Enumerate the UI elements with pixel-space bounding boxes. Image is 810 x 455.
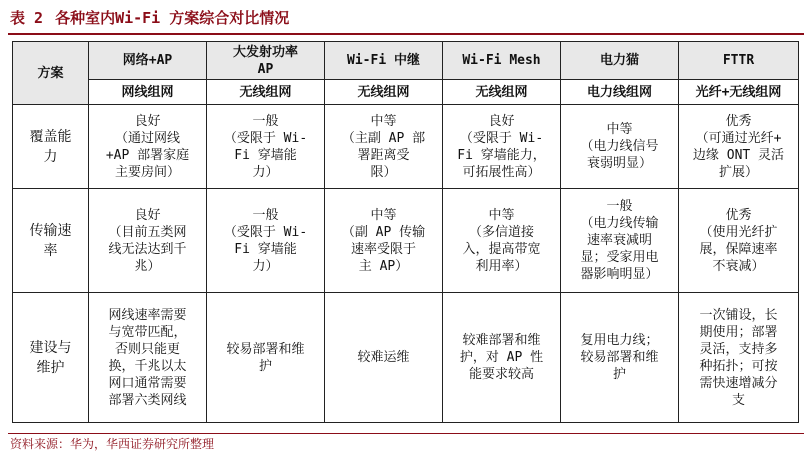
caption-number: 表 2 <box>10 9 44 27</box>
col-header-wifi-mesh: Wi-Fi Mesh <box>443 42 561 80</box>
table-row-coverage <box>13 105 799 189</box>
network-type-high-power-ap: 无线组网 <box>207 80 325 105</box>
cell-coverage-ethernet-ap: 良好 （通过网线 +AP 部署家庭 主要房间） <box>89 105 207 189</box>
col-header-fttr: FTTR <box>679 42 799 80</box>
cell-deployment-fttr: 一次铺设，长 期使用；部署 灵活，支持多 种拓扑；可按 需快速增减分 支 <box>679 293 799 423</box>
cell-deployment-wifi-mesh: 较难部署和维 护，对 AP 性 能要求较高 <box>443 293 561 423</box>
table-row-speed <box>13 189 799 293</box>
cell-coverage-wifi-repeater: 中等 （主副 AP 部 署距离受 限） <box>325 105 443 189</box>
cell-coverage-wifi-mesh: 良好 （受限于 Wi- Fi 穿墙能力， 可拓展性高） <box>443 105 561 189</box>
cell-deployment-wifi-repeater: 较难运维 <box>325 293 443 423</box>
network-type-ethernet-ap: 网线组网 <box>89 80 207 105</box>
cell-deployment-powerline: 复用电力线； 较易部署和维 护 <box>561 293 679 423</box>
cell-coverage-high-power-ap: 一般 （受限于 Wi- Fi 穿墙能 力） <box>207 105 325 189</box>
col-header-wifi-repeater: Wi-Fi 中继 <box>325 42 443 80</box>
caption-rule <box>8 33 804 35</box>
cell-speed-fttr: 优秀 （使用光纤扩 展，保障速率 不衰减） <box>679 189 799 293</box>
cell-speed-wifi-repeater: 中等 （副 AP 传输 速率受限于 主 AP） <box>325 189 443 293</box>
cell-speed-wifi-mesh: 中等 （多信道接 入，提高带宽 利用率） <box>443 189 561 293</box>
col-header-powerline: 电力猫 <box>561 42 679 80</box>
network-type-wifi-mesh: 无线组网 <box>443 80 561 105</box>
cell-deployment-high-power-ap: 较易部署和维 护 <box>207 293 325 423</box>
cell-deployment-ethernet-ap: 网线速率需要 与宽带匹配， 否则只能更 换，千兆以太 网口通常需要 部署六类网线 <box>89 293 207 423</box>
row-header-coverage: 覆盖能 力 <box>13 105 89 189</box>
table-row-deployment <box>13 293 799 423</box>
header-row-solutions <box>13 42 799 80</box>
comparison-table <box>12 41 799 423</box>
header-row-network-type <box>13 80 799 105</box>
row-header-deployment: 建设与 维护 <box>13 293 89 423</box>
footer-rule <box>8 433 804 434</box>
col-header-ethernet-ap: 网络+AP <box>89 42 207 80</box>
source-note: 资料来源：华为，华西证券研究所整理 <box>10 437 215 451</box>
cell-speed-powerline: 一般 （电力线传输 速率衰减明 显；受家用电 器影响明显） <box>561 189 679 293</box>
col-header-high-power-ap: 大发射功率AP <box>207 42 325 80</box>
row-header-speed: 传输速 率 <box>13 189 89 293</box>
cell-coverage-powerline: 中等 （电力线信号 衰弱明显） <box>561 105 679 189</box>
network-type-powerline: 电力线组网 <box>561 80 679 105</box>
cell-coverage-fttr: 优秀 （可通过光纤+ 边缘 ONT 灵活 扩展） <box>679 105 799 189</box>
cell-speed-high-power-ap: 一般 （受限于 Wi- Fi 穿墙能 力） <box>207 189 325 293</box>
network-type-fttr: 光纤+无线组网 <box>679 80 799 105</box>
caption-title: 各种室内Wi-Fi 方案综合对比情况 <box>55 9 290 27</box>
network-type-wifi-repeater: 无线组网 <box>325 80 443 105</box>
corner-header: 方案 <box>13 42 89 105</box>
cell-speed-ethernet-ap: 良好 （目前五类网 线无法达到千 兆） <box>89 189 207 293</box>
table-caption <box>10 8 800 28</box>
